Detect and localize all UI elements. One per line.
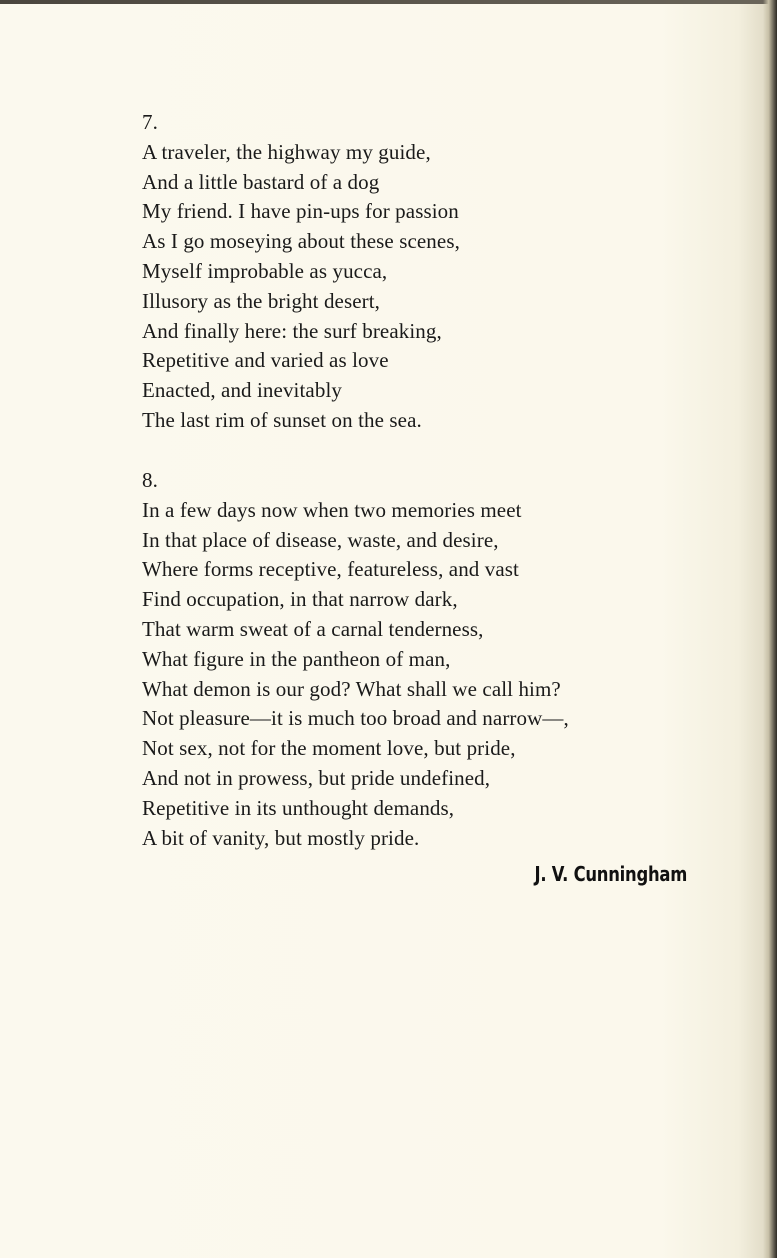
poem-line: My friend. I have pin-ups for passion [142,199,459,224]
poem-section-7 [142,108,460,436]
page-binding-edge [763,0,777,1258]
poem-line: A traveler, the highway my guide, [142,139,431,164]
poem-line: Repetitive and varied as love [142,348,389,373]
poem-line: Where forms receptive, featureless, and vast [142,557,519,582]
poem-line: Repetitive in its unthought demands, [142,795,455,820]
poem-line: As I go moseying about these scenes, [142,229,460,254]
poem-line: In a few days now when two memories meet [142,497,522,522]
poem-line: In that place of disease, waste, and desire, [142,527,499,552]
poem-line: Find occupation, in that narrow dark, [142,587,458,612]
poem-line: What figure in the pantheon of man, [142,646,451,671]
poem-line: What demon is our god? What shall we call him? [142,676,561,701]
poem-line: Myself improbable as yucca, [142,258,388,283]
section-number: 7. [142,110,158,134]
poem-section-8 [142,466,569,853]
poem-line: A bit of vanity, but mostly pride. [142,825,420,850]
poem-line: Enacted, and inevitably [142,378,342,403]
poem-line: Not pleasure—it is much too broad and narrow—, [142,706,569,731]
poem-line: That warm sweat of a carnal tenderness, [142,616,484,641]
section-number: 8. [142,468,158,492]
poem-line: And finally here: the surf breaking, [142,318,442,343]
poem-line: And a little bastard of a dog [142,169,380,194]
page-top-edge [0,0,777,4]
poem-line: And not in prowess, but pride undefined, [142,765,491,790]
poem-line: Not sex, not for the moment love, but pride, [142,736,516,761]
author-signature: J. V. Cunningham [534,862,687,886]
poem-line: Illusory as the bright desert, [142,288,381,313]
poem-line: The last rim of sunset on the sea. [142,407,422,432]
